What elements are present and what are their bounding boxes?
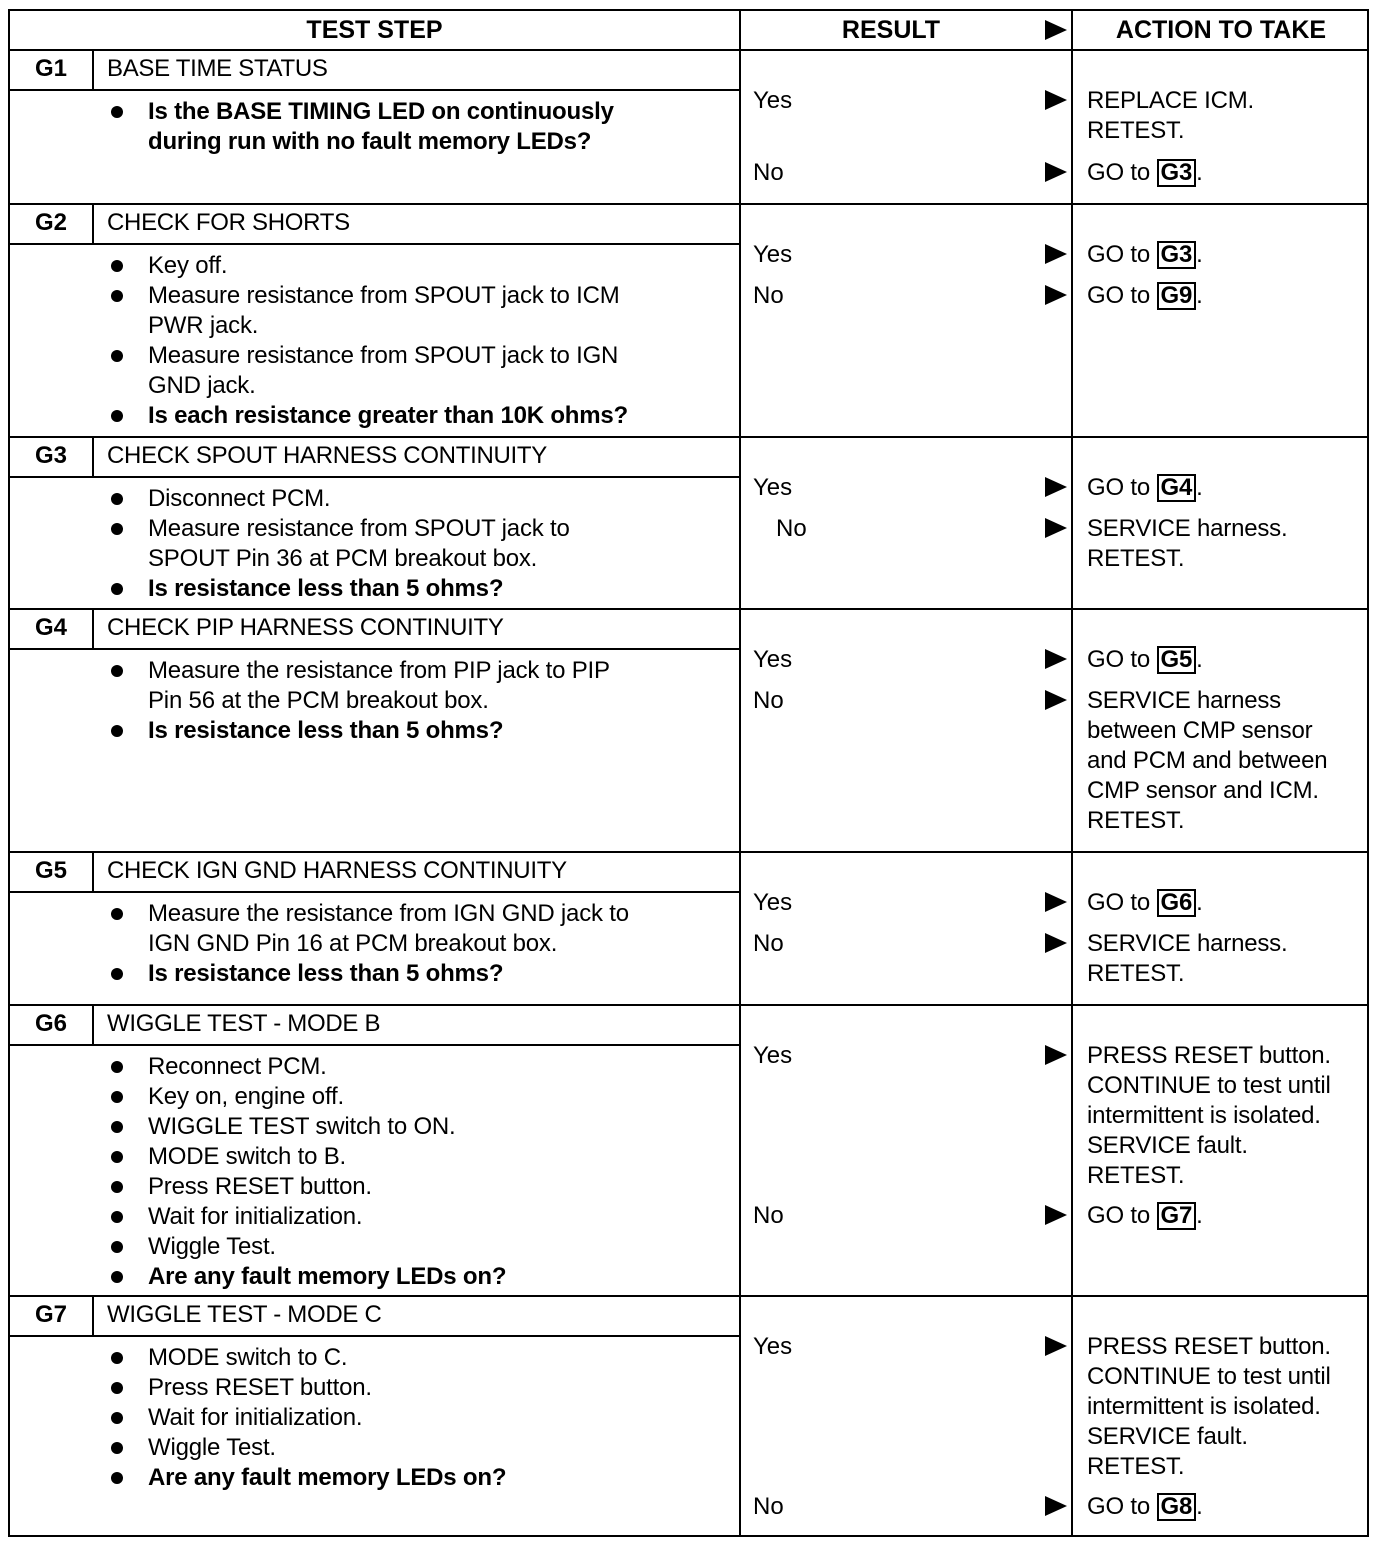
action-goto-period: . bbox=[1196, 889, 1203, 916]
step-title-divider bbox=[10, 1335, 740, 1337]
step-title-divider bbox=[10, 476, 740, 478]
action-goto-period: . bbox=[1196, 282, 1203, 309]
step-question: Are any fault memory LEDs on? bbox=[10, 1463, 650, 1493]
step-id: G4 bbox=[34, 614, 67, 641]
diagnostic-table bbox=[8, 9, 1369, 1537]
step-id-divider bbox=[92, 203, 94, 243]
step-title: CHECK SPOUT HARNESS CONTINUITY bbox=[107, 442, 547, 469]
step-id: G1 bbox=[34, 55, 67, 82]
step-instruction: Measure resistance from SPOUT jack to IGN GND jack. bbox=[10, 341, 650, 401]
step-bullet-list bbox=[10, 656, 650, 746]
result-arrow-icon bbox=[1045, 892, 1067, 912]
result-yes: Yes bbox=[753, 889, 793, 916]
action-goto-period: . bbox=[1196, 1202, 1203, 1229]
step-question: Is the BASE TIMING LED on continuously during run with no fault memory LEDs? bbox=[10, 97, 650, 157]
step-row-g2 bbox=[10, 203, 740, 436]
step-reference-box: G8 bbox=[1157, 1493, 1197, 1521]
result-yes: Yes bbox=[753, 1042, 793, 1069]
step-row-g7 bbox=[10, 1295, 740, 1537]
action-text bbox=[1087, 888, 1372, 918]
action-goto-period: . bbox=[1196, 1493, 1203, 1520]
result-no: No bbox=[753, 930, 784, 957]
step-instruction: Measure resistance from SPOUT jack to ICM PWR jack. bbox=[10, 281, 650, 341]
step-reference-box: G7 bbox=[1157, 1202, 1197, 1230]
header-arrow-icon bbox=[1045, 20, 1067, 40]
step-bullet-list bbox=[10, 899, 650, 989]
header-test-step: TEST STEP bbox=[306, 16, 443, 44]
step-reference-box: G3 bbox=[1157, 241, 1197, 269]
step-instruction: Key off. bbox=[10, 251, 650, 281]
result-arrow-icon bbox=[1045, 518, 1067, 538]
step-id: G6 bbox=[34, 1010, 67, 1037]
result-arrow-icon bbox=[1045, 477, 1067, 497]
action-goto-label: GO to bbox=[1087, 1493, 1157, 1520]
step-title: BASE TIME STATUS bbox=[107, 55, 328, 82]
step-id: G3 bbox=[34, 442, 67, 469]
result-arrow-icon bbox=[1045, 285, 1067, 305]
step-id-divider bbox=[92, 49, 94, 89]
step-bullet-list bbox=[10, 251, 650, 431]
action-goto-period: . bbox=[1196, 159, 1203, 186]
result-no: No bbox=[776, 515, 807, 542]
step-row-g1 bbox=[10, 49, 740, 203]
step-id: G7 bbox=[34, 1301, 67, 1328]
step-question: Is resistance less than 5 ohms? bbox=[10, 574, 650, 604]
action-text bbox=[1087, 281, 1372, 311]
step-instruction: Measure the resistance from PIP jack to PIP Pin 56 at the PCM breakout box. bbox=[10, 656, 650, 716]
result-arrow-icon bbox=[1045, 1045, 1067, 1065]
action-text bbox=[1087, 645, 1372, 675]
result-arrow-icon bbox=[1045, 1336, 1067, 1356]
result-arrow-icon bbox=[1045, 244, 1067, 264]
step-instruction: Wiggle Test. bbox=[10, 1232, 650, 1262]
action-goto-period: . bbox=[1196, 474, 1203, 501]
result-arrow-icon bbox=[1045, 90, 1067, 110]
action-goto-label: GO to bbox=[1087, 646, 1157, 673]
result-arrow-icon bbox=[1045, 933, 1067, 953]
step-instruction: WIGGLE TEST switch to ON. bbox=[10, 1112, 650, 1142]
step-instruction: Wiggle Test. bbox=[10, 1433, 650, 1463]
action-goto-label: GO to bbox=[1087, 1202, 1157, 1229]
step-bullet-list bbox=[10, 1343, 650, 1493]
step-question: Is resistance less than 5 ohms? bbox=[10, 959, 650, 989]
step-title: WIGGLE TEST - MODE C bbox=[107, 1301, 382, 1328]
step-instruction: Key on, engine off. bbox=[10, 1082, 650, 1112]
action-goto-label: GO to bbox=[1087, 241, 1157, 268]
step-title-divider bbox=[10, 891, 740, 893]
step-row-g3 bbox=[10, 436, 740, 608]
step-instruction: Wait for initialization. bbox=[10, 1202, 650, 1232]
step-row-g5 bbox=[10, 851, 740, 1004]
action-text bbox=[1087, 473, 1372, 503]
step-instruction: Reconnect PCM. bbox=[10, 1052, 650, 1082]
step-question: Is each resistance greater than 10K ohms? bbox=[10, 401, 650, 431]
action-goto-period: . bbox=[1196, 646, 1203, 673]
action-text: SERVICE harness. RETEST. bbox=[1087, 930, 1288, 987]
action-text bbox=[1087, 158, 1372, 188]
step-row-g6 bbox=[10, 1004, 740, 1295]
step-id-divider bbox=[92, 608, 94, 648]
action-text bbox=[1087, 240, 1372, 270]
step-bullet-list bbox=[10, 97, 650, 157]
step-title: WIGGLE TEST - MODE B bbox=[107, 1010, 381, 1037]
header-action: ACTION TO TAKE bbox=[1115, 16, 1327, 44]
result-arrow-icon bbox=[1045, 162, 1067, 182]
step-title-divider bbox=[10, 89, 740, 91]
result-yes: Yes bbox=[753, 646, 793, 673]
result-no: No bbox=[753, 1202, 784, 1229]
step-title-divider bbox=[10, 1044, 740, 1046]
result-yes: Yes bbox=[753, 1333, 793, 1360]
step-bullet-list bbox=[10, 1052, 650, 1292]
step-bullet-list bbox=[10, 484, 650, 604]
step-reference-box: G9 bbox=[1157, 282, 1197, 310]
action-text: SERVICE harness. RETEST. bbox=[1087, 515, 1288, 572]
result-arrow-icon bbox=[1045, 1496, 1067, 1516]
step-id: G2 bbox=[34, 209, 67, 236]
result-arrow-icon bbox=[1045, 1205, 1067, 1225]
step-instruction: Measure the resistance from IGN GND jack to IGN GND Pin 16 at PCM breakout box. bbox=[10, 899, 650, 959]
step-instruction: Measure resistance from SPOUT jack to SPOUT Pin 36 at PCM breakout box. bbox=[10, 514, 650, 574]
action-goto-period: . bbox=[1196, 241, 1203, 268]
result-no: No bbox=[753, 687, 784, 714]
step-instruction: Press RESET button. bbox=[10, 1172, 650, 1202]
action-text: PRESS RESET button. CONTINUE to test until intermittent is isolated. SERVICE fault. RETEST. bbox=[1087, 1042, 1331, 1189]
step-id-divider bbox=[92, 436, 94, 476]
header-result: RESULT bbox=[841, 16, 941, 44]
result-arrow-icon bbox=[1045, 690, 1067, 710]
result-yes: Yes bbox=[753, 241, 793, 268]
action-goto-label: GO to bbox=[1087, 889, 1157, 916]
action-text: SERVICE harness between CMP sensor and PCM and between CMP sensor and ICM. RETEST. bbox=[1087, 687, 1328, 834]
step-row-g4 bbox=[10, 608, 740, 851]
step-reference-box: G5 bbox=[1157, 646, 1197, 674]
result-no: No bbox=[753, 1493, 784, 1520]
step-title-divider bbox=[10, 243, 740, 245]
result-yes: Yes bbox=[753, 474, 793, 501]
action-goto-label: GO to bbox=[1087, 474, 1157, 501]
column-divider-action bbox=[1071, 11, 1073, 1535]
step-instruction: Press RESET button. bbox=[10, 1373, 650, 1403]
result-no: No bbox=[753, 282, 784, 309]
step-reference-box: G3 bbox=[1157, 159, 1197, 187]
step-reference-box: G4 bbox=[1157, 474, 1197, 502]
step-reference-box: G6 bbox=[1157, 889, 1197, 917]
step-title: CHECK IGN GND HARNESS CONTINUITY bbox=[107, 857, 567, 884]
action-text: REPLACE ICM. RETEST. bbox=[1087, 87, 1254, 144]
step-id-divider bbox=[92, 1295, 94, 1335]
step-question: Is resistance less than 5 ohms? bbox=[10, 716, 650, 746]
result-yes: Yes bbox=[753, 87, 793, 114]
action-text bbox=[1087, 1492, 1372, 1522]
step-instruction: MODE switch to C. bbox=[10, 1343, 650, 1373]
step-question: Are any fault memory LEDs on? bbox=[10, 1262, 650, 1292]
step-instruction: Wait for initialization. bbox=[10, 1403, 650, 1433]
step-title: CHECK PIP HARNESS CONTINUITY bbox=[107, 614, 504, 641]
step-instruction: MODE switch to B. bbox=[10, 1142, 650, 1172]
action-text bbox=[1087, 1201, 1372, 1231]
action-goto-label: GO to bbox=[1087, 282, 1157, 309]
result-no: No bbox=[753, 159, 784, 186]
step-instruction: Disconnect PCM. bbox=[10, 484, 650, 514]
action-goto-label: GO to bbox=[1087, 159, 1157, 186]
step-id-divider bbox=[92, 851, 94, 891]
result-arrow-icon bbox=[1045, 649, 1067, 669]
step-title: CHECK FOR SHORTS bbox=[107, 209, 350, 236]
action-text: PRESS RESET button. CONTINUE to test until intermittent is isolated. SERVICE fault. RETEST. bbox=[1087, 1333, 1331, 1480]
step-id-divider bbox=[92, 1004, 94, 1044]
step-id: G5 bbox=[34, 857, 67, 884]
step-title-divider bbox=[10, 648, 740, 650]
